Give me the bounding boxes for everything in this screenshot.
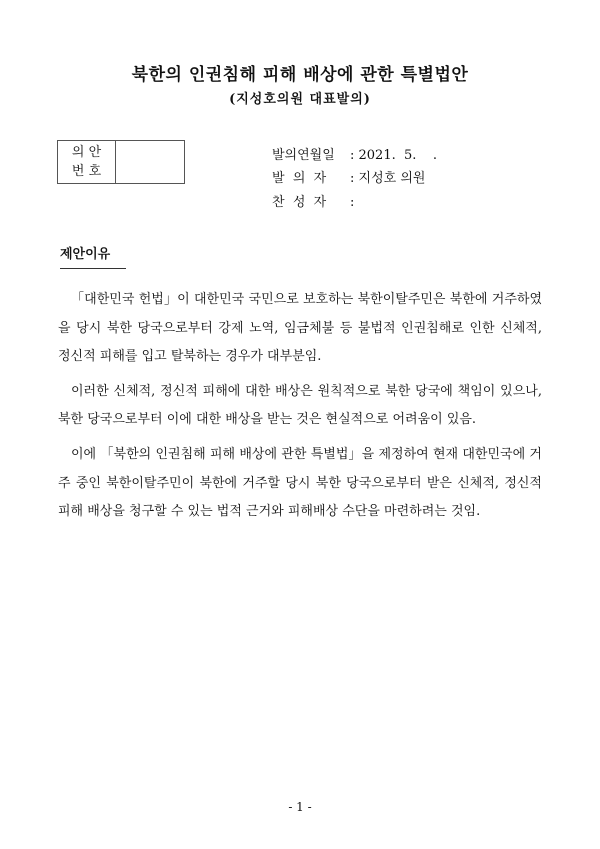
- paragraph: 이에 「북한의 인권침해 피해 배상에 관한 특별법」을 제정하여 현재 대한민국에 거주 중인 북한이탈주민이 북한에 거주할 당시 북한 당국으로부터 받은 신체적, 정신적 피해 배상을 청구할 수 있는 법적 근거와 피해배상 수단을 마련하려는 것임.: [58, 446, 542, 520]
- supporters-label: 찬 성 자: [272, 195, 327, 210]
- paragraph: 이러한 신체적, 정신적 피해에 대한 배상은 원칙적으로 북한 당국에 책임이 있으나, 북한 당국으로부터 이에 대한 배상을 받는 것은 현실적으로 어려움이 있음.: [58, 383, 542, 428]
- supporters-row: [272, 191, 354, 210]
- paragraph: 「대한민국 헌법」이 대한민국 국민으로 보호하는 북한이탈주민은 북한에 거주하였을 당시 북한 당국으로부터 강제 노역, 임금체불 등 불법적 인권침해로 인한 신체적, 정신적 피해를 입고 탈북하는 경우가 대부분임.: [58, 292, 542, 365]
- proposal-date-value: : 2021. 5. .: [350, 148, 438, 163]
- proposal-date-row: [272, 144, 437, 163]
- proposer-label: 발 의 자: [272, 171, 327, 186]
- bill-number-box: [57, 140, 185, 184]
- proposer-row: [272, 167, 425, 186]
- bill-number-label-line2: 번 호: [71, 164, 102, 179]
- page-number: - 1 -: [288, 800, 312, 814]
- bill-number-label: [58, 141, 116, 183]
- supporters-value: :: [350, 195, 355, 210]
- bill-number-value: [116, 141, 184, 183]
- section-body: [58, 286, 542, 533]
- proposer-value: : 지성호 의원: [350, 171, 426, 186]
- section-heading: 제안이유: [60, 243, 126, 269]
- proposal-date-label: 발의연월일: [272, 148, 335, 163]
- bill-number-label-line1: 의 안: [71, 145, 102, 160]
- document-subtitle: (지성호의원 대표발의): [229, 92, 371, 107]
- document-title: 북한의 인권침해 피해 배상에 관한 특별법안: [131, 65, 469, 85]
